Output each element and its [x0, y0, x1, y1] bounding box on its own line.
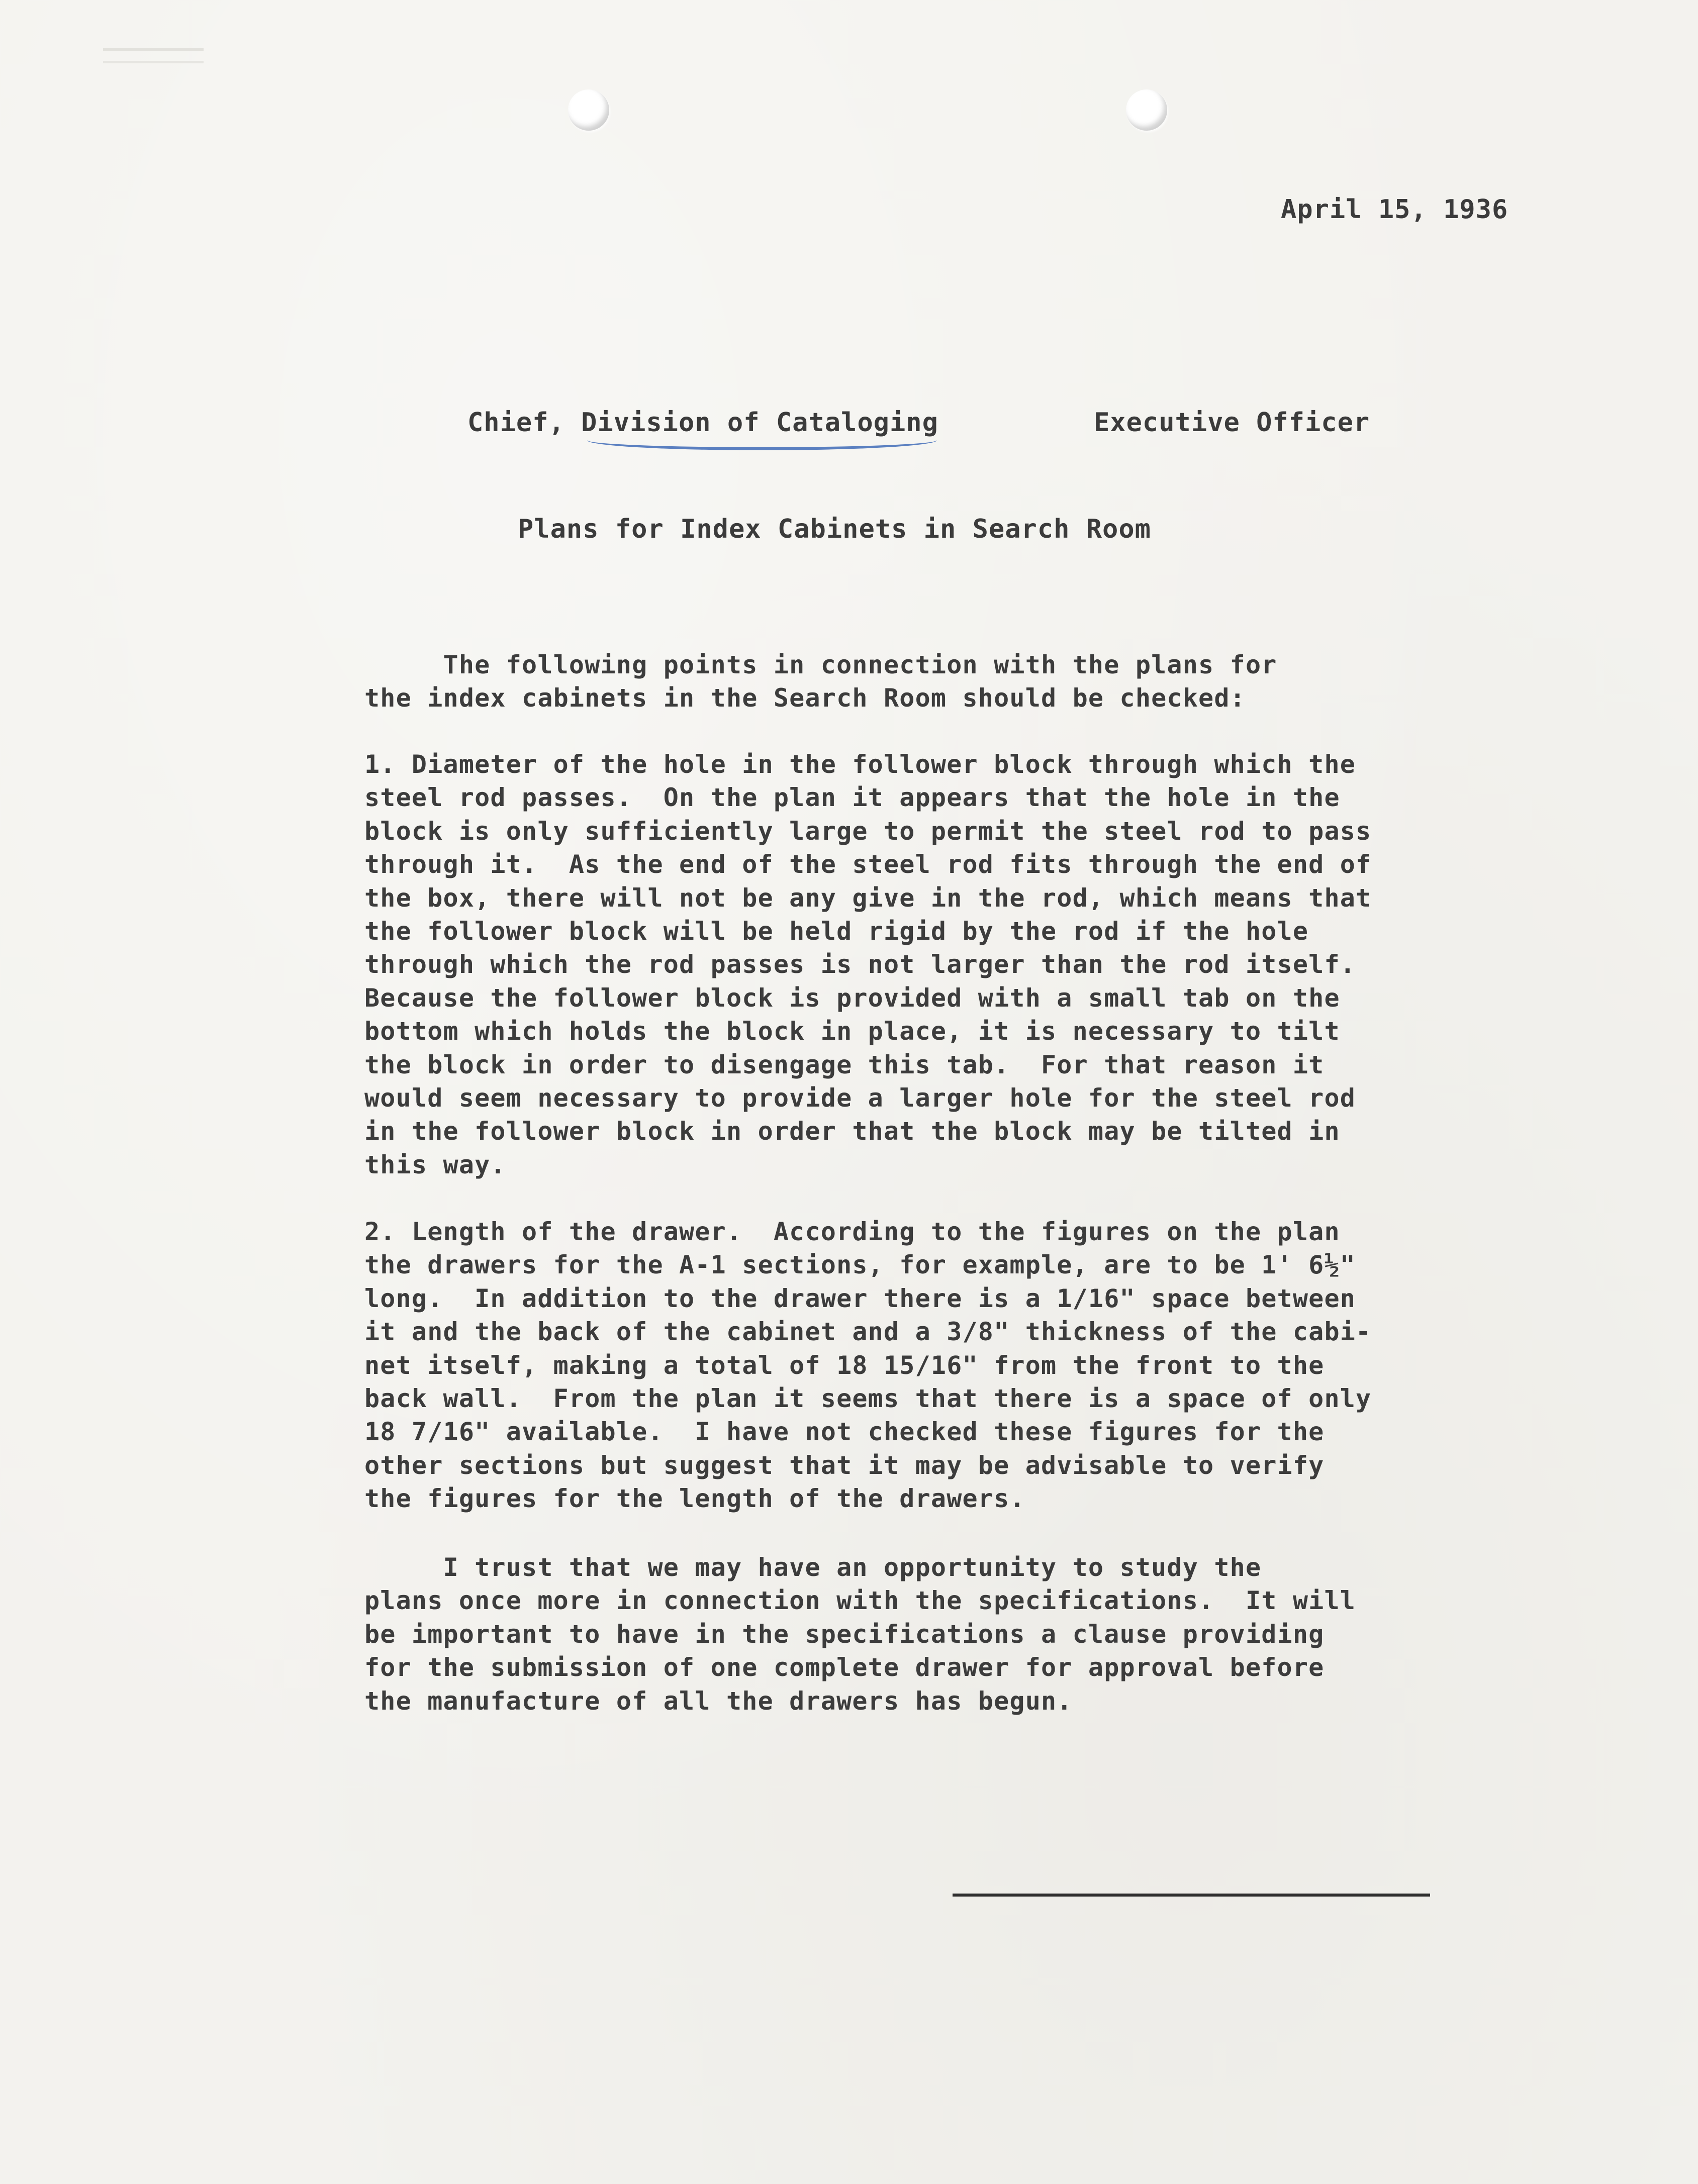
sender: Executive Officer: [1094, 408, 1370, 438]
text-line: for the submission of one complete drawer for approval before: [364, 1653, 1325, 1682]
subject-line: Plans for Index Cabinets in Search Room: [518, 514, 1151, 544]
text-line: I trust that we may have an opportunity to study the: [364, 1553, 1262, 1582]
text-line: would seem necessary to provide a larger hole for the steel rod: [364, 1083, 1356, 1113]
text-line: the block in order to disengage this tab. For that reason it: [364, 1050, 1325, 1079]
letter-date: April 15, 1936: [1281, 194, 1508, 225]
text-line: net itself, making a total of 18 15/16" from the front to the: [364, 1350, 1325, 1380]
point-1-paragraph: [364, 748, 1445, 1181]
text-line: be important to have in the specifications a clause providing: [364, 1619, 1325, 1649]
text-line: the manufacture of all the drawers has begun.: [364, 1686, 1073, 1716]
text-line: through which the rod passes is not larger than the rod itself.: [364, 950, 1356, 979]
text-line: back wall. From the plan it seems that there is a space of only: [364, 1384, 1372, 1414]
text-line: 2. Length of the drawer. According to the figures on the plan: [364, 1217, 1340, 1246]
text-line: this way.: [364, 1150, 506, 1179]
paper-crease-mark: [103, 48, 204, 63]
point-2-paragraph: [364, 1215, 1445, 1516]
text-line: it and the back of the cabinet and a 3/8" thickness of the cabi-: [364, 1317, 1372, 1347]
intro-paragraph: [364, 648, 1445, 715]
closing-paragraph: [364, 1551, 1445, 1718]
signature-line: [953, 1894, 1430, 1897]
handwritten-underline: [587, 438, 937, 450]
text-line: the follower block will be held rigid by the rod if the hole: [364, 917, 1309, 946]
text-line: the drawers for the A-1 sections, for example, are to be 1' 6½": [364, 1250, 1356, 1280]
text-line: block is only sufficiently large to permit the steel rod to pass: [364, 816, 1372, 846]
text-line: through it. As the end of the steel rod fits through the end of: [364, 850, 1372, 879]
text-line: Because the follower block is provided with a small tab on the: [364, 983, 1340, 1013]
text-line: steel rod passes. On the plan it appears that the hole in the: [364, 783, 1340, 813]
punch-hole-right: [1126, 89, 1167, 131]
text-line: other sections but suggest that it may be advisable to verify: [364, 1450, 1325, 1480]
addressee: Chief, Division of Cataloging: [467, 408, 938, 438]
text-line: the figures for the length of the drawers.: [364, 1484, 1025, 1514]
text-line: The following points in connection with the plans for: [364, 650, 1277, 679]
text-line: in the follower block in order that the block may be tilted in: [364, 1117, 1340, 1146]
punch-hole-left: [568, 89, 609, 131]
text-line: bottom which holds the block in place, it is necessary to tilt: [364, 1017, 1340, 1046]
text-line: long. In addition to the drawer there is a 1/16" space between: [364, 1283, 1356, 1313]
text-line: 1. Diameter of the hole in the follower block through which the: [364, 750, 1356, 779]
text-line: plans once more in connection with the specifications. It will: [364, 1586, 1356, 1616]
text-line: the index cabinets in the Search Room should be checked:: [364, 683, 1246, 713]
text-line: the box, there will not be any give in the rod, which means that: [364, 883, 1372, 913]
text-line: 18 7/16" available. I have not checked these figures for the: [364, 1417, 1325, 1447]
